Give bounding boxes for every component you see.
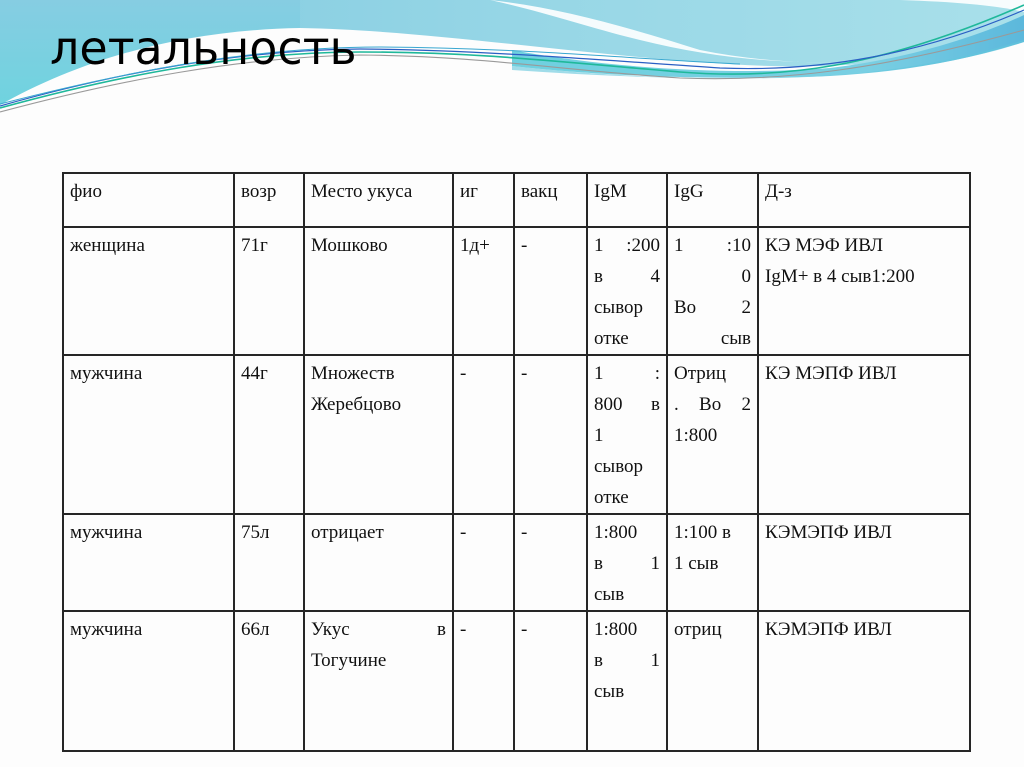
header-igg: IgG xyxy=(667,173,758,227)
header-vacc: вакц xyxy=(514,173,587,227)
igg-line xyxy=(674,261,751,292)
igg-text: 2 xyxy=(741,297,751,318)
igm-line xyxy=(594,451,660,482)
igm-line xyxy=(594,614,660,645)
igg-line xyxy=(674,292,751,323)
igm-text: 1 xyxy=(650,553,660,574)
bite-place-line: Тогучине xyxy=(311,650,387,671)
igm-text: 1 xyxy=(650,650,660,671)
cell-vacc: - xyxy=(514,355,587,514)
bite-place-line: Мошково xyxy=(311,235,388,256)
cell-bite-place xyxy=(304,227,453,355)
cell-igg xyxy=(667,355,758,514)
bite-place-line: Жеребцово xyxy=(311,394,402,415)
cell-vacc: - xyxy=(514,611,587,751)
igm-text: сывор xyxy=(594,456,644,477)
igg-text: . xyxy=(674,394,679,415)
igm-text: сыв xyxy=(594,584,625,605)
igg-line xyxy=(674,358,751,389)
header-bite-place: Место укуса xyxy=(304,173,453,227)
cell-vacc: - xyxy=(514,514,587,611)
igg-line xyxy=(674,323,751,354)
cell-age: 71г xyxy=(234,227,304,355)
igm-line xyxy=(594,358,660,389)
cell-diagnosis xyxy=(758,611,970,751)
igm-line xyxy=(594,230,660,261)
igm-text: 800 xyxy=(594,394,623,415)
bite-place-text: в xyxy=(437,619,446,640)
igm-line xyxy=(594,323,660,354)
slide-title: летальность xyxy=(50,21,357,75)
igm-text: отке xyxy=(594,328,629,349)
igm-text: сыв xyxy=(594,681,625,702)
igm-text: в xyxy=(651,394,660,415)
header-age: возр xyxy=(234,173,304,227)
cell-diagnosis xyxy=(758,514,970,611)
cell-igm xyxy=(587,227,667,355)
igm-line xyxy=(594,261,660,292)
igm-line xyxy=(594,389,660,420)
igg-text: Во xyxy=(674,297,697,318)
cell-age: 44г xyxy=(234,355,304,514)
igm-line xyxy=(594,517,660,548)
igg-text: :10 xyxy=(726,235,751,256)
cell-bite-place xyxy=(304,514,453,611)
bite-place-text: Укус xyxy=(311,619,350,640)
bite-place-line xyxy=(311,614,446,645)
igg-text: Во xyxy=(699,394,722,415)
cell-fio: женщина xyxy=(63,227,234,355)
header-fio: фио xyxy=(63,173,234,227)
igg-text: 0 xyxy=(741,266,751,287)
igg-text: Отриц xyxy=(674,363,727,384)
igm-line xyxy=(594,482,660,513)
igm-text: в xyxy=(594,553,603,574)
igg-text: 1:100 в xyxy=(674,522,731,543)
igg-text: 2 xyxy=(741,394,751,415)
igg-line xyxy=(674,389,751,420)
igm-line xyxy=(594,676,660,707)
igm-text: :200 xyxy=(626,235,660,256)
cell-ig: - xyxy=(453,355,514,514)
igm-text: сывор xyxy=(594,297,644,318)
table-body xyxy=(63,227,970,751)
cell-igm xyxy=(587,514,667,611)
igm-text: 1 xyxy=(594,425,604,446)
cell-age: 66л xyxy=(234,611,304,751)
diagnosis-line: КЭ МЭФ ИВЛ xyxy=(765,235,884,256)
igg-line xyxy=(674,548,751,579)
igm-line xyxy=(594,645,660,676)
igm-line xyxy=(594,420,660,451)
cell-fio: мужчина xyxy=(63,355,234,514)
cell-igg xyxy=(667,514,758,611)
igg-line xyxy=(674,420,751,451)
cell-ig: 1д+ xyxy=(453,227,514,355)
header-ig: иг xyxy=(453,173,514,227)
cell-igg xyxy=(667,611,758,751)
cell-vacc: - xyxy=(514,227,587,355)
table-header-row xyxy=(63,173,970,227)
diagnosis-line: IgM+ в 4 сыв1:200 xyxy=(765,266,915,287)
bite-place-line: отрицает xyxy=(311,522,384,543)
table-row xyxy=(63,611,970,751)
igm-line xyxy=(594,292,660,323)
diagnosis-line: КЭМЭПФ ИВЛ xyxy=(765,522,892,543)
table-row xyxy=(63,514,970,611)
igm-text: 1 xyxy=(594,363,604,384)
cell-fio: мужчина xyxy=(63,611,234,751)
igg-text: 1 xyxy=(674,235,684,256)
igm-text: 1:800 xyxy=(594,522,638,543)
cell-igm xyxy=(587,611,667,751)
cell-ig: - xyxy=(453,514,514,611)
igm-text: в xyxy=(594,650,603,671)
igg-text: отриц xyxy=(674,619,722,640)
cell-diagnosis xyxy=(758,227,970,355)
igg-text: 1:800 xyxy=(674,425,718,446)
igg-line xyxy=(674,230,751,261)
diagnosis-line: КЭМЭПФ ИВЛ xyxy=(765,619,892,640)
cell-igg xyxy=(667,227,758,355)
mortality-table xyxy=(62,172,971,752)
igg-line xyxy=(674,614,751,645)
cell-bite-place xyxy=(304,611,453,751)
cell-ig: - xyxy=(453,611,514,751)
igg-line xyxy=(674,517,751,548)
igm-text: в xyxy=(594,266,603,287)
diagnosis-line: КЭ МЭПФ ИВЛ xyxy=(765,363,897,384)
cell-diagnosis xyxy=(758,355,970,514)
cell-igm xyxy=(587,355,667,514)
igm-text: 1:800 xyxy=(594,619,638,640)
bite-place-line: Множеств xyxy=(311,363,395,384)
igm-line xyxy=(594,579,660,610)
igm-text: отке xyxy=(594,487,629,508)
cell-age: 75л xyxy=(234,514,304,611)
igm-text: 4 xyxy=(650,266,660,287)
cell-fio: мужчина xyxy=(63,514,234,611)
cell-bite-place xyxy=(304,355,453,514)
header-igm: IgM xyxy=(587,173,667,227)
igm-line xyxy=(594,548,660,579)
igg-text: сыв xyxy=(720,328,751,349)
table-row xyxy=(63,227,970,355)
table-row xyxy=(63,355,970,514)
igg-text: 1 сыв xyxy=(674,553,719,574)
header-diagnosis: Д-з xyxy=(758,173,970,227)
igm-text: : xyxy=(654,363,660,384)
igm-text: 1 xyxy=(594,235,604,256)
